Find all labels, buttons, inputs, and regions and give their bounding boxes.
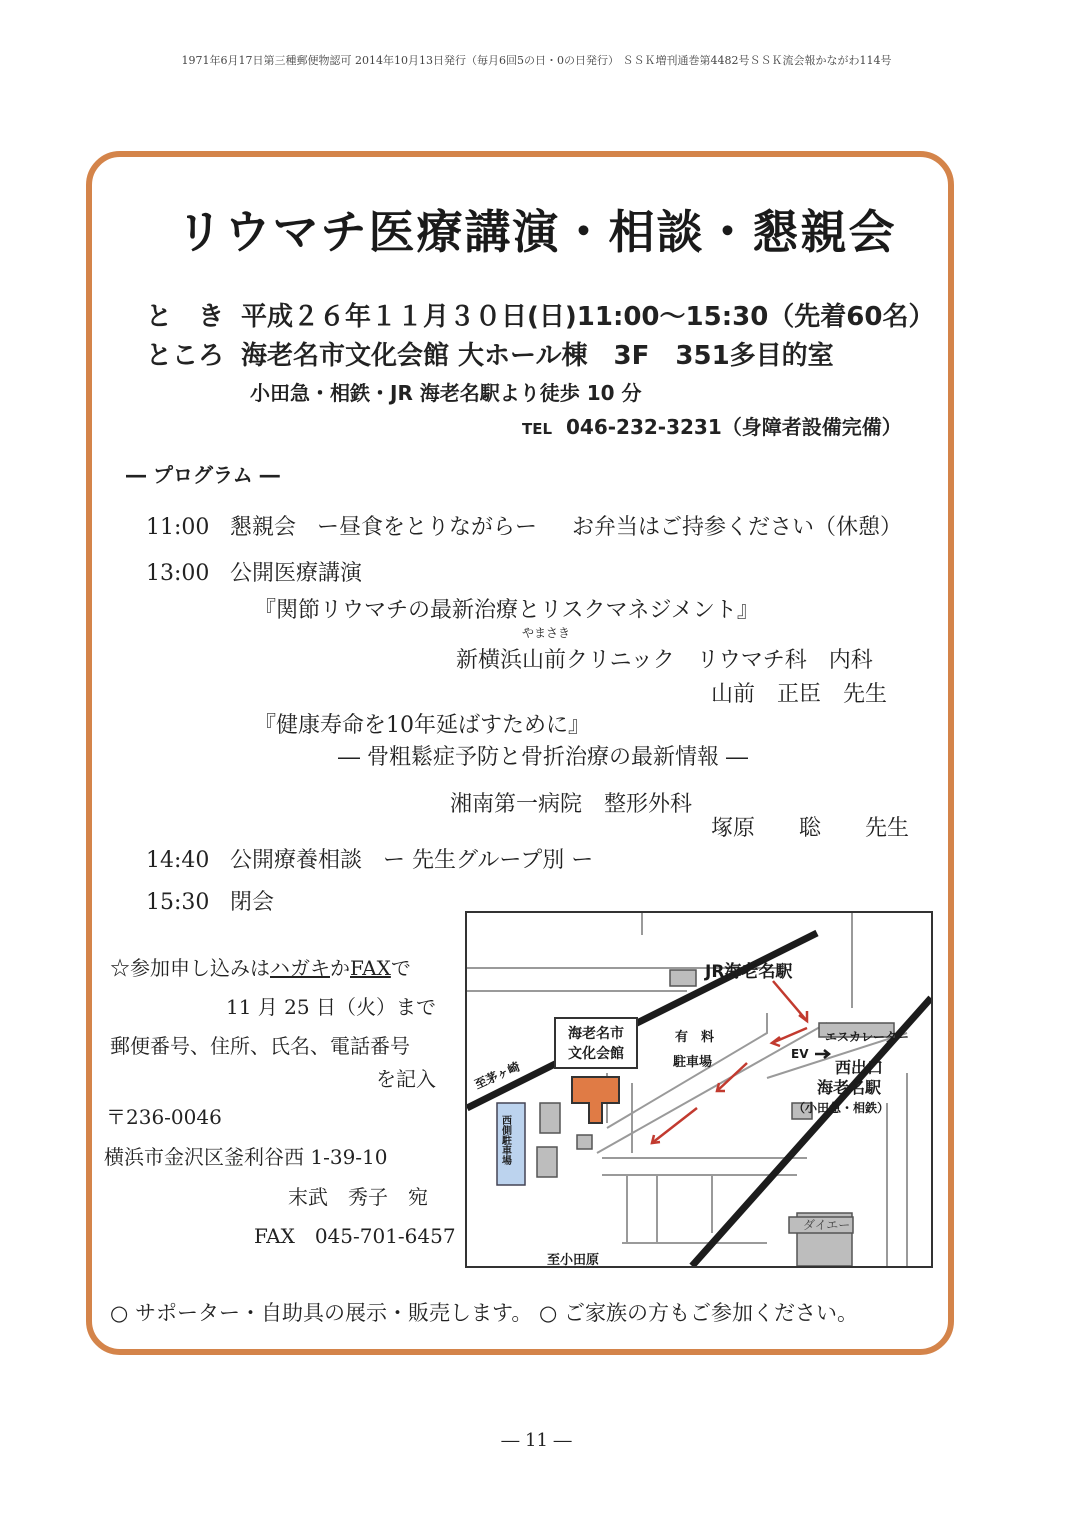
venue-building xyxy=(572,1077,619,1123)
apply-address: 横浜市金沢区釜利谷西 1-39-10 xyxy=(104,1145,388,1169)
apply-postal: 〒236-0046 xyxy=(106,1105,222,1129)
map-to-chigasaki-label: 至茅ヶ崎 xyxy=(472,1059,523,1092)
apply-fax-number: FAX 045-701-6457 xyxy=(254,1224,456,1248)
affiliation-suffix: クリニック リウマチ科 内科 xyxy=(566,648,873,673)
program-time: 13:00 xyxy=(146,561,210,586)
lecture2-title: 『健康寿命を10年延ばすために』 xyxy=(254,713,590,738)
tel-row xyxy=(522,411,902,440)
program-heading: ― プログラム ― xyxy=(126,463,280,487)
publication-header: 1971年6月17日第三種郵便物認可 2014年10月13日発行（毎月6回5の日・0の日発行） ＳＳＫ増刊通巻第4482号ＳＳＫ流会報かながわ114号 xyxy=(181,54,892,67)
program-title: 閉会 xyxy=(230,890,275,915)
program-note: ー昼食をとりながらー xyxy=(317,515,538,540)
program-item xyxy=(146,843,593,874)
program-item xyxy=(146,510,902,541)
program-item xyxy=(146,556,362,587)
when-value: 平成２６年１１月３０日(日)11:00〜15:30（先着60名） xyxy=(241,302,935,332)
map-drawing xyxy=(467,913,931,1266)
program-item xyxy=(146,885,274,916)
program-note: ー 先生グループ別 ー xyxy=(383,848,594,873)
map-escalator-label: エスカレーター xyxy=(825,1030,910,1044)
map-venue-label-2: 文化会館 xyxy=(568,1046,624,1062)
lecture1-affiliation xyxy=(456,643,873,674)
lecture2-affiliation: 湘南第一病院 整形外科 xyxy=(450,792,693,817)
page-number: ― 11 ― xyxy=(501,1430,572,1451)
page-title: リウマチ医療講演・相談・懇親会 xyxy=(176,205,897,259)
affiliation-prefix: 新横浜 xyxy=(456,648,523,673)
map-to-odawara-label: 至小田原 xyxy=(547,1253,600,1266)
apply-fax: FAX xyxy=(350,956,391,980)
map-daiei-label: ダイエー xyxy=(803,1218,851,1232)
program-title: 公開医療講演 xyxy=(230,561,363,586)
access-text: 小田急・相鉄・JR 海老名駅より徒歩 10 分 xyxy=(250,381,642,405)
map-lines-label: （小田急・相鉄） xyxy=(793,1101,890,1115)
map-station-label: JR海老名駅 xyxy=(705,962,793,982)
when-row xyxy=(146,296,934,333)
affiliation-ruby-base: 山前 xyxy=(522,648,567,673)
tel-value: 046-232-3231（身障者設備完備） xyxy=(565,415,902,439)
map-venue-label-1: 海老名市 xyxy=(568,1026,624,1042)
program-title: 公開療養相談 xyxy=(230,848,363,873)
lecture1-ruby: やまさき xyxy=(522,626,571,640)
lecture2-speaker: 塚原 聡 先生 xyxy=(711,816,910,841)
map-parking-label-2: 駐車場 xyxy=(673,1055,713,1070)
when-label: と き xyxy=(146,302,225,332)
apply-fields: 郵便番号、住所、氏名、電話番号 xyxy=(110,1034,410,1058)
apply-deadline: 11 月 25 日（火）まで xyxy=(226,995,436,1019)
apply-hagaki: ハガキ xyxy=(270,956,330,980)
where-row xyxy=(146,335,834,372)
lecture2-subtitle: ― 骨粗鬆症予防と骨折治療の最新情報 ― xyxy=(338,745,748,770)
apply-suffix: で xyxy=(390,956,411,980)
access-map xyxy=(465,911,933,1268)
program-time: 15:30 xyxy=(146,890,210,915)
apply-line1 xyxy=(110,952,411,981)
program-time: 11:00 xyxy=(146,515,210,540)
apply-write: を記入 xyxy=(376,1067,436,1091)
tel-label: TEL xyxy=(522,420,553,438)
lecture1-speaker: 山前 正臣 先生 xyxy=(711,682,888,707)
apply-prefix: ☆参加申し込みは xyxy=(110,956,270,980)
program-time: 14:40 xyxy=(146,848,210,873)
apply-or: か xyxy=(330,956,350,980)
apply-recipient: 末武 秀子 宛 xyxy=(288,1185,428,1209)
program-title: 懇親会 xyxy=(230,515,297,540)
lecture1-title: 『関節リウマチの最新治療とリスクマネジメント』 xyxy=(254,598,759,623)
where-label: ところ xyxy=(146,341,225,371)
where-value: 海老名市文化会館 大ホール棟 3F 351多目的室 xyxy=(241,341,834,371)
footer-notes: ○ サポーター・自助具の展示・販売します。 ○ ご家族の方もご参加ください。 xyxy=(110,1301,858,1325)
map-parking-label-1: 有 料 xyxy=(675,1030,715,1045)
program-extra: お弁当はご持参ください（休憩） xyxy=(571,515,902,540)
map-ebina-label: 海老名駅 xyxy=(817,1078,882,1097)
map-west-parking-label: 西側駐車場 xyxy=(499,1115,511,1165)
map-ev-label: EV xyxy=(791,1047,809,1061)
map-west-exit-label: 西出口 xyxy=(835,1058,884,1077)
